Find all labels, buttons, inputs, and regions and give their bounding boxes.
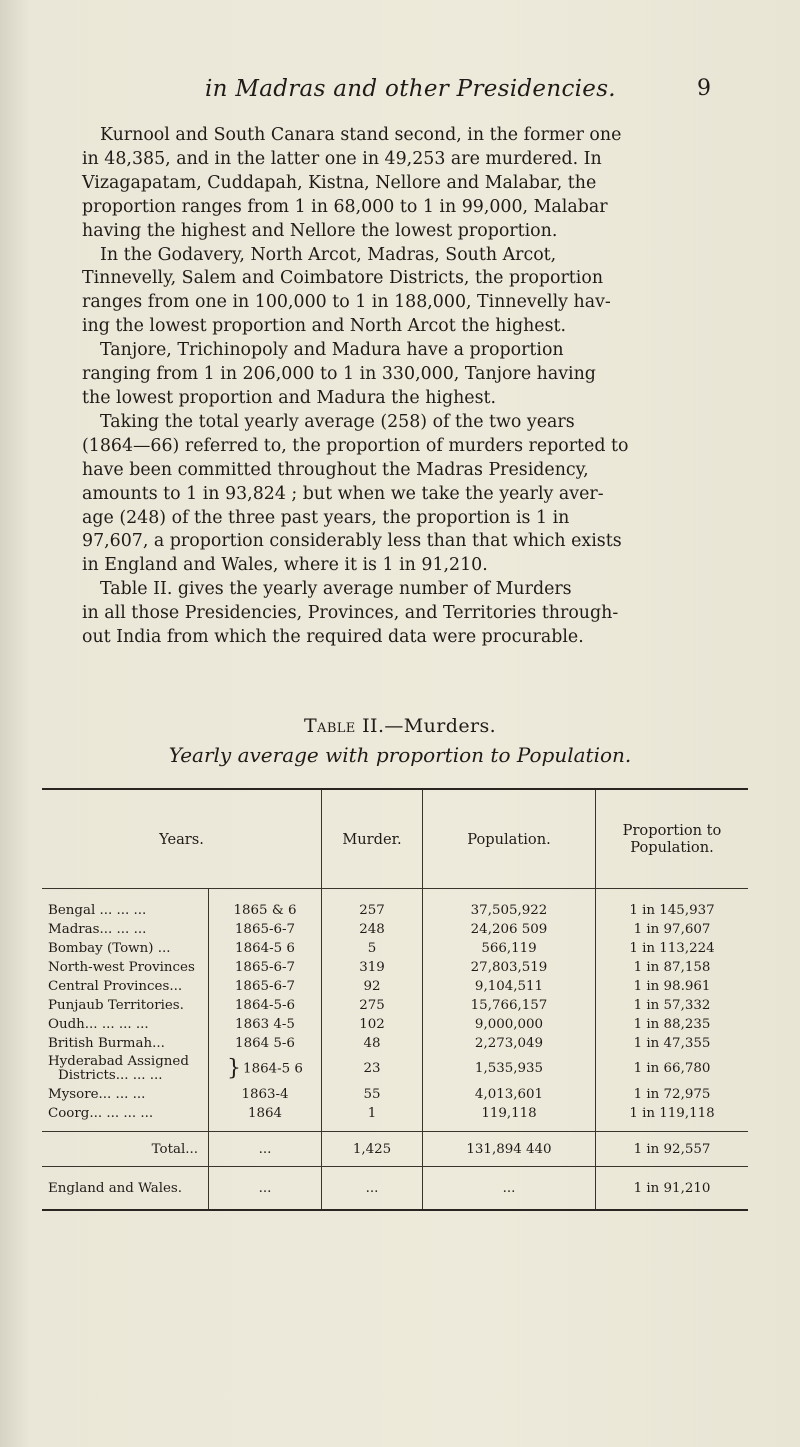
brace-icon: } bbox=[227, 1055, 242, 1081]
table-row bbox=[42, 977, 748, 996]
paragraph-1 bbox=[82, 124, 742, 411]
row-name-line: Hyderabad Assigned bbox=[48, 1054, 189, 1069]
row-population: 27,803,519 bbox=[423, 958, 596, 977]
row-years: 1865 & 6 bbox=[209, 889, 322, 921]
row-population: 119,118 bbox=[423, 1104, 596, 1132]
table-row bbox=[42, 939, 748, 958]
england-years: ... bbox=[209, 1167, 322, 1211]
paragraph-2 bbox=[82, 411, 742, 578]
text-line: Tanjore, Trichinopoly and Madura have a proportion bbox=[100, 340, 564, 361]
header-proportion: Proportion to Population. bbox=[596, 789, 749, 889]
total-years: ... bbox=[209, 1132, 322, 1167]
row-years: 1863-4 bbox=[209, 1085, 322, 1104]
text-line: out India from which the required data were procurable. bbox=[82, 627, 584, 648]
row-population: 24,206 509 bbox=[423, 920, 596, 939]
table-row bbox=[42, 1015, 748, 1034]
table-caption-label: Table II. bbox=[303, 715, 385, 737]
row-name: Bengal ... ... ... bbox=[42, 889, 209, 921]
header-years: Years. bbox=[42, 789, 322, 889]
row-years: 1864-5 6 bbox=[209, 939, 322, 958]
england-proportion: 1 in 91,210 bbox=[596, 1167, 749, 1211]
row-name: North-west Provinces bbox=[42, 958, 209, 977]
table-row bbox=[42, 1085, 748, 1104]
table-row bbox=[42, 1034, 748, 1053]
body-text bbox=[82, 124, 742, 650]
paragraph-3 bbox=[82, 578, 742, 650]
text-line: In the Godavery, North Arcot, Madras, South Arcot, bbox=[100, 244, 557, 265]
row-proportion: 1 in 87,158 bbox=[633, 960, 711, 975]
row-name: Bombay (Town) ... bbox=[42, 939, 209, 958]
row-name: Punjaub Territories. bbox=[42, 996, 209, 1015]
page-number: 9 bbox=[697, 76, 711, 101]
row-population: 1,535,935 bbox=[423, 1053, 596, 1085]
england-population: ... bbox=[423, 1167, 596, 1211]
row-murder: 102 bbox=[322, 1015, 423, 1034]
text-line: 97,607, a proportion considerably less than that which exists bbox=[82, 531, 622, 552]
row-name: Mysore... ... ... bbox=[42, 1085, 209, 1104]
text-line: Vizagapatam, Cuddapah, Kistna, Nellore and Malabar, the bbox=[82, 172, 597, 193]
row-population: 9,104,511 bbox=[423, 977, 596, 996]
text-line: in England and Wales, where it is 1 in 91,210. bbox=[82, 555, 488, 576]
row-proportion: 1 in 113,224 bbox=[629, 941, 715, 956]
row-proportion: 1 in 57,332 bbox=[633, 998, 711, 1013]
text-line: have been committed throughout the Madras Presidency, bbox=[82, 459, 589, 480]
table-row bbox=[42, 1104, 748, 1132]
row-population: 4,013,601 bbox=[423, 1085, 596, 1104]
row-population: 2,273,049 bbox=[423, 1034, 596, 1053]
row-proportion: 1 in 145,937 bbox=[629, 903, 715, 918]
row-name-line: Districts... ... ... bbox=[58, 1068, 163, 1083]
row-murder: 257 bbox=[322, 889, 423, 921]
running-head bbox=[0, 76, 800, 106]
table-subcaption: Yearly average with proportion to Population. bbox=[168, 743, 632, 767]
row-murder: 92 bbox=[322, 977, 423, 996]
row-years: 1863 4-5 bbox=[209, 1015, 322, 1034]
text-line: Table II. gives the yearly average number of Murders bbox=[100, 579, 572, 600]
row-proportion: 1 in 72,975 bbox=[633, 1087, 711, 1102]
row-proportion: 1 in 88,235 bbox=[633, 1017, 711, 1032]
row-years: 1865-6-7 bbox=[209, 977, 322, 996]
text-line: ranging from 1 in 206,000 to 1 in 330,000, Tanjore having bbox=[82, 364, 596, 385]
row-murder: 1 bbox=[322, 1104, 423, 1132]
total-label: Total... bbox=[42, 1132, 209, 1167]
text-line: proportion ranges from 1 in 68,000 to 1 in 99,000, Malabar bbox=[82, 196, 608, 217]
text-line: ranges from one in 100,000 to 1 in 188,000, Tinnevelly hav- bbox=[82, 292, 611, 313]
row-murder: 5 bbox=[322, 939, 423, 958]
row-murder: 23 bbox=[322, 1053, 423, 1085]
row-proportion: 1 in 66,780 bbox=[633, 1061, 711, 1076]
row-years-value: 1864-5 6 bbox=[243, 1061, 303, 1077]
table-row bbox=[42, 920, 748, 939]
row-name bbox=[42, 1053, 209, 1085]
row-years: 1865-6-7 bbox=[209, 920, 322, 939]
text-line: having the highest and Nellore the lowest proportion. bbox=[82, 220, 558, 241]
table-total-row bbox=[42, 1132, 748, 1167]
text-line: Tinnevelly, Salem and Coimbatore Districts, the proportion bbox=[82, 268, 604, 289]
text-line: in all those Presidencies, Provinces, and Territories through- bbox=[82, 603, 619, 624]
row-murder: 248 bbox=[322, 920, 423, 939]
row-years: 1864 5-6 bbox=[209, 1034, 322, 1053]
row-years: 1864-5-6 bbox=[209, 996, 322, 1015]
text-line: Kurnool and South Canara stand second, in the former one bbox=[100, 125, 622, 145]
running-head-title: in Madras and other Presidencies. bbox=[205, 76, 616, 102]
total-proportion: 1 in 92,557 bbox=[596, 1132, 749, 1167]
table-row bbox=[42, 889, 748, 921]
row-name: British Burmah... bbox=[42, 1034, 209, 1053]
murders-table bbox=[42, 788, 748, 1211]
header-murder: Murder. bbox=[322, 789, 423, 889]
row-murder: 275 bbox=[322, 996, 423, 1015]
text-line: amounts to 1 in 93,824 ; but when we take the yearly aver- bbox=[82, 483, 604, 504]
row-population: 566,119 bbox=[423, 939, 596, 958]
table-row bbox=[42, 996, 748, 1015]
table-caption bbox=[0, 715, 800, 737]
text-line: ing the lowest proportion and North Arcot the highest. bbox=[82, 316, 567, 337]
row-murder: 48 bbox=[322, 1034, 423, 1053]
text-line: age (248) of the three past years, the proportion is 1 in bbox=[82, 507, 570, 528]
text-line: in 48,385, and in the latter one in 49,253 are murdered. In bbox=[82, 148, 602, 169]
row-name: Oudh... ... ... ... bbox=[42, 1015, 209, 1034]
table-caption-rest: —Murders. bbox=[384, 715, 497, 737]
row-name: Coorg... ... ... ... bbox=[42, 1104, 209, 1132]
england-label: England and Wales. bbox=[42, 1167, 209, 1211]
row-population: 37,505,922 bbox=[423, 889, 596, 921]
row-murder: 319 bbox=[322, 958, 423, 977]
table-row-hyderabad bbox=[42, 1053, 748, 1085]
table-header-row bbox=[42, 789, 748, 889]
row-proportion: 1 in 119,118 bbox=[629, 1106, 715, 1121]
total-population: 131,894 440 bbox=[423, 1132, 596, 1167]
row-years bbox=[209, 1053, 322, 1085]
header-population: Population. bbox=[423, 789, 596, 889]
row-years: 1865-6-7 bbox=[209, 958, 322, 977]
row-proportion: 1 in 47,355 bbox=[633, 1036, 711, 1051]
row-proportion: 1 in 97,607 bbox=[633, 922, 711, 937]
row-population: 15,766,157 bbox=[423, 996, 596, 1015]
row-name: Central Provinces... bbox=[42, 977, 209, 996]
row-name: Madras... ... ... bbox=[42, 920, 209, 939]
table-england-row bbox=[42, 1167, 748, 1211]
row-murder: 55 bbox=[322, 1085, 423, 1104]
row-proportion: 1 in 98.961 bbox=[633, 979, 711, 994]
row-population: 9,000,000 bbox=[423, 1015, 596, 1034]
total-murder: 1,425 bbox=[322, 1132, 423, 1167]
text-line: Taking the total yearly average (258) of the two years bbox=[100, 411, 575, 432]
table-row bbox=[42, 958, 748, 977]
text-line: (1864—66) referred to, the proportion of murders reported to bbox=[82, 435, 629, 456]
england-murder: ... bbox=[322, 1167, 423, 1211]
row-years: 1864 bbox=[209, 1104, 322, 1132]
text-line: the lowest proportion and Madura the highest. bbox=[82, 387, 497, 408]
